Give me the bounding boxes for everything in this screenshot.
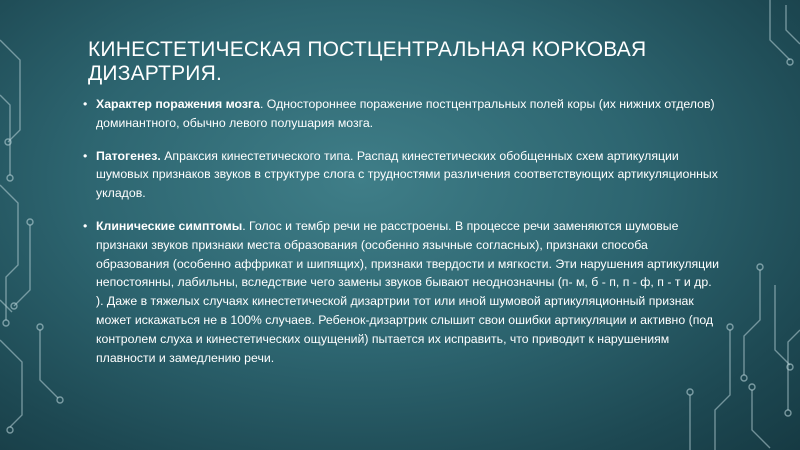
bullet-term: Патогенез. — [96, 148, 161, 163]
bullet-item-symptoms — [80, 217, 720, 367]
bullet-term: Характер поражения мозга — [96, 97, 260, 111]
bullet-item-pathogenesis — [80, 147, 720, 203]
bullet-icon: • — [83, 148, 88, 163]
bullet-text: . Голос и тембр речи не расстроены. В процессе речи заменяются шумовые признаки звуков признаки места образования (особенно язычные согласных), признаки способа образования (особенно аффрикат и шипящих), признаки твердости и мягкости. Эти нарушения артикуляции непостоянны, лабильны, вследствие чего замены звуков бывают неоднозначны (п- м, б - п, п - ф, п - т и др. ). Даже в тяжелых случаях кинестетической дизартрии тот или иной шумовой артикуляционный признак может искажаться не в 100% случаев. Ребенок-дизартрик слышит свои ошибки артикуляции и активно (под контролем слуха и кинестетических ощущений) пытается их исправить, что приводит к нарушениям плавности и замедлению речи. — [96, 218, 719, 365]
title-line-1: КИНЕСТЕТИЧЕСКАЯ ПОСТЦЕНТРАЛЬНАЯ КОРКОВАЯ — [88, 38, 647, 61]
bullet-text: Апраксия кинестетического типа. Распад кинестетических обобщенных схем артикуляции шумовых признаков звуков в структуре слога с трудностями различения соответствующих артикуляционных укладов. — [96, 148, 718, 201]
title-line-2: ДИЗАРТРИЯ. — [88, 62, 222, 85]
slide-title — [88, 38, 668, 86]
bullet-list — [80, 95, 720, 381]
bullet-text: . Одностороннее поражение постцентральных полей коры (их нижних отделов) доминантного, обычно левого полушария мозга. — [96, 97, 715, 130]
bullet-icon: • — [83, 218, 88, 233]
bullet-term: Клинические симптомы — [96, 218, 243, 233]
bullet-icon: • — [83, 97, 88, 111]
bullet-item-lesion — [80, 95, 720, 133]
